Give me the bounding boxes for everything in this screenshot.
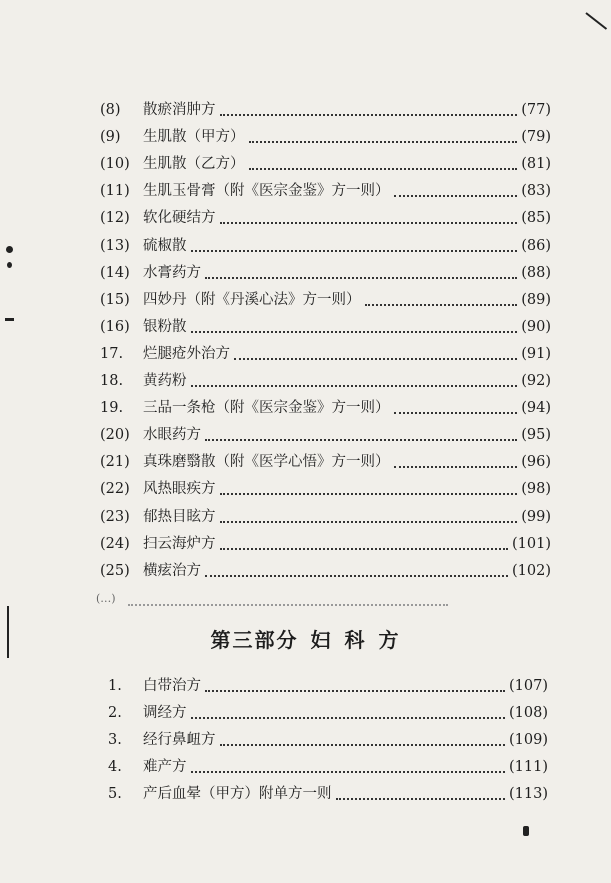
toc-entry-leader (220, 742, 505, 746)
toc-entry (0, 207, 611, 229)
section-heading-char-2: 科 (344, 628, 367, 652)
toc-entry-number: 2. (108, 705, 122, 721)
toc-entry-page-number: (109) (509, 732, 548, 748)
faded-partial-row: (…) (96, 592, 116, 605)
scan-edge-mark (7, 606, 9, 658)
toc-entry-page-number: (107) (509, 678, 548, 694)
toc-entry-title: 扫云海炉方 (143, 535, 216, 552)
toc-entry (0, 756, 611, 778)
toc-entry (0, 126, 611, 148)
toc-entry-page-number: (83) (521, 183, 551, 200)
toc-entry-leader (205, 688, 505, 692)
toc-entry-title: 白带治方 (143, 678, 201, 694)
toc-entry-leader (220, 112, 517, 116)
toc-entry-title: 四妙丹（附《丹溪心法》方一则） (143, 291, 361, 308)
toc-entry-leader (394, 464, 517, 468)
toc-entry-title: 黄药粉 (143, 373, 187, 389)
toc-entry-page-number: (99) (521, 508, 551, 525)
toc-entry-page-number: (111) (509, 759, 548, 775)
toc-entry (0, 560, 611, 582)
toc-entry-page-number: (102) (512, 562, 551, 579)
toc-entry-title: 生肌玉骨膏（附《医宗金鉴》方一则） (143, 183, 390, 200)
toc-entry-title: 银粉散 (143, 318, 187, 335)
toc-entry (0, 702, 611, 724)
toc-entry (0, 533, 611, 555)
toc-entry-leader (205, 573, 508, 577)
toc-entry-page-number: (85) (521, 210, 551, 227)
toc-entry-title: 散瘀消肿方 (143, 102, 216, 118)
toc-entry (0, 506, 611, 528)
toc-entry-title: 横痃治方 (143, 562, 201, 579)
toc-entry-leader (205, 437, 517, 441)
toc-entry-page-number: (113) (509, 786, 548, 802)
toc-entry (0, 370, 611, 392)
toc-entry (0, 451, 611, 473)
toc-entry-leader (205, 275, 517, 279)
toc-entry-number: (12) (100, 210, 130, 227)
toc-entry (0, 235, 611, 257)
toc-entry-number: (22) (100, 481, 130, 498)
toc-entry-leader (394, 410, 517, 414)
toc-entry-page-number: (101) (512, 535, 551, 552)
scan-speck (7, 262, 12, 268)
corner-fold-mark (585, 12, 607, 30)
toc-entry-leader (249, 166, 517, 170)
toc-entry-page-number: (86) (521, 237, 551, 254)
toc-entry-leader (191, 769, 505, 773)
toc-entry-page-number: (90) (521, 318, 551, 335)
toc-entry-number: 4. (108, 759, 122, 775)
toc-entry-title: 硫椒散 (143, 237, 187, 254)
toc-entry (0, 316, 611, 338)
toc-entry-leader (191, 248, 517, 252)
toc-entry-title: 生肌散（甲方） (143, 129, 245, 146)
toc-entry-title: 三品一条枪（附《医宗金鉴》方一则） (143, 400, 390, 417)
toc-entry-page-number: (81) (521, 156, 551, 173)
toc-entry-number: (13) (100, 237, 130, 254)
toc-entry-number: 5. (108, 786, 122, 802)
toc-entry-title: 产后血晕（甲方）附单方一则 (143, 786, 332, 802)
toc-entry-number: (20) (100, 427, 130, 444)
toc-entry-number: 1. (108, 678, 122, 694)
toc-entry-number: (11) (100, 183, 130, 200)
toc-entry-number: (24) (100, 535, 130, 552)
toc-entry-leader (249, 139, 517, 143)
toc-entry (0, 783, 611, 805)
faded-leader (128, 602, 448, 606)
toc-entry-page-number: (79) (521, 129, 551, 146)
toc-entry-leader (191, 329, 517, 333)
toc-entry-leader (220, 519, 517, 523)
section-heading-part: 第三部分 (210, 628, 299, 652)
toc-entry-title: 软化硬结方 (143, 210, 216, 227)
toc-entry-title: 经行鼻衄方 (143, 732, 216, 748)
toc-entry-leader (336, 796, 505, 800)
toc-entry-page-number: (94) (521, 400, 551, 417)
toc-entry-page-number: (96) (521, 454, 551, 471)
toc-entry-number: (21) (100, 454, 130, 471)
toc-entry-leader (191, 715, 505, 719)
toc-entry (0, 729, 611, 751)
toc-entry-leader (191, 383, 517, 387)
toc-entry-number: 18. (100, 373, 124, 389)
toc-entry-leader (365, 302, 517, 306)
toc-entry-leader (220, 491, 517, 495)
toc-entry-leader (220, 220, 517, 224)
toc-entry (0, 397, 611, 419)
toc-entry (0, 424, 611, 446)
scan-speck (5, 318, 14, 321)
toc-entry-page-number: (108) (509, 705, 548, 721)
toc-entry-page-number: (95) (521, 427, 551, 444)
toc-entry-title: 烂腿疮外治方 (143, 345, 230, 362)
toc-entry-page-number: (88) (521, 264, 551, 281)
toc-entry-page-number: (77) (521, 102, 551, 118)
toc-entry-number: (14) (100, 264, 130, 281)
toc-entry (0, 289, 611, 311)
toc-entry (0, 99, 611, 121)
toc-entry-number: (8) (100, 102, 121, 118)
toc-entry-number: (16) (100, 318, 130, 335)
toc-entry-leader (220, 546, 508, 550)
toc-entry-leader (234, 356, 517, 360)
toc-entry (0, 343, 611, 365)
scan-speck (523, 826, 529, 836)
toc-entry-title: 生肌散（乙方） (143, 156, 245, 173)
toc-entry-number: (9) (100, 129, 121, 146)
toc-entry-title: 难产方 (143, 759, 187, 775)
toc-entry-number: 3. (108, 732, 122, 748)
toc-entry (0, 262, 611, 284)
toc-entry-title: 风热眼疾方 (143, 481, 216, 498)
toc-entry-page-number: (91) (521, 345, 551, 362)
toc-entry-title: 水眼药方 (143, 427, 201, 444)
toc-entry-leader (394, 193, 517, 197)
toc-entry (0, 153, 611, 175)
toc-entry-number: 17. (100, 345, 124, 362)
toc-entry-title: 真珠磨翳散（附《医学心悟》方一则） (143, 454, 390, 471)
toc-entry-title: 郁热目眩方 (143, 508, 216, 525)
toc-entry-page-number: (89) (521, 291, 551, 308)
section-heading-part-three (0, 624, 611, 653)
toc-entry-title: 水膏药方 (143, 264, 201, 281)
toc-entry-number: (25) (100, 562, 130, 579)
toc-entry-number: (23) (100, 508, 130, 525)
toc-entry-title: 调经方 (143, 705, 187, 721)
section-heading-char-3: 方 (378, 628, 401, 652)
toc-entry (0, 675, 611, 697)
toc-entry-number: (10) (100, 156, 130, 173)
toc-entry (0, 478, 611, 500)
section-heading-char-1: 妇 (310, 628, 333, 652)
toc-entry-number: (15) (100, 291, 130, 308)
toc-entry-page-number: (98) (521, 481, 551, 498)
toc-entry (0, 180, 611, 202)
toc-entry-page-number: (92) (521, 373, 551, 389)
scan-speck (6, 246, 13, 253)
toc-entry-number: 19. (100, 400, 124, 417)
